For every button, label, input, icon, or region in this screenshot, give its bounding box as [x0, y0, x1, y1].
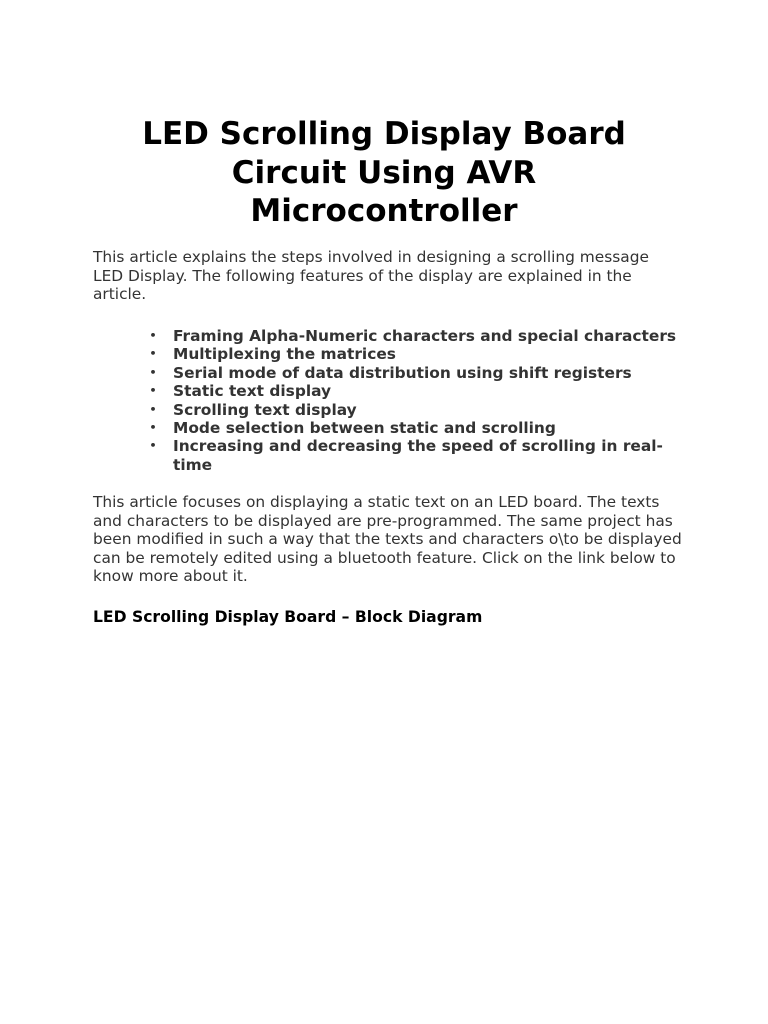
- bullet-icon: •: [149, 402, 157, 416]
- list-item: [149, 437, 688, 474]
- page-title: LED Scrolling Display Board Circuit Using AVR Microcontroller: [142, 116, 626, 229]
- feature-text: Mode selection between static and scrolling: [173, 419, 556, 438]
- feature-text: Scrolling text display: [173, 400, 357, 419]
- feature-text: Increasing and decreasing the speed of scrolling in real-time: [173, 437, 663, 474]
- list-item: [149, 345, 688, 364]
- body-paragraph: This article focuses on displaying a static text on an LED board. The texts and characters to be displayed are pre-programmed. The same project has been modified in such a way that the texts and characters o\to be displayed can be remotely edited using a bluetooth feature. Click on the link below to know more about it.: [93, 493, 682, 586]
- section-heading: LED Scrolling Display Board – Block Diagram: [93, 608, 483, 626]
- list-item: [149, 419, 688, 438]
- bullet-icon: •: [149, 347, 157, 361]
- feature-list: [149, 327, 688, 474]
- list-item: [149, 363, 688, 382]
- bullet-icon: •: [149, 365, 157, 379]
- feature-text: Multiplexing the matrices: [173, 345, 396, 364]
- feature-text: Framing Alpha-Numeric characters and special characters: [173, 327, 677, 345]
- list-item: [149, 327, 688, 345]
- feature-text: Static text display: [173, 382, 332, 401]
- bullet-icon: •: [149, 384, 157, 398]
- bullet-icon: •: [149, 329, 157, 342]
- bullet-icon: •: [149, 421, 157, 435]
- intro-paragraph: This article explains the steps involved in designing a scrolling message LED Display. The following features of the display are explained in the article.: [93, 248, 649, 303]
- feature-text: Serial mode of data distribution using shift registers: [173, 363, 632, 382]
- list-item: [149, 382, 688, 401]
- list-item: [149, 400, 688, 419]
- bullet-icon: •: [149, 439, 157, 453]
